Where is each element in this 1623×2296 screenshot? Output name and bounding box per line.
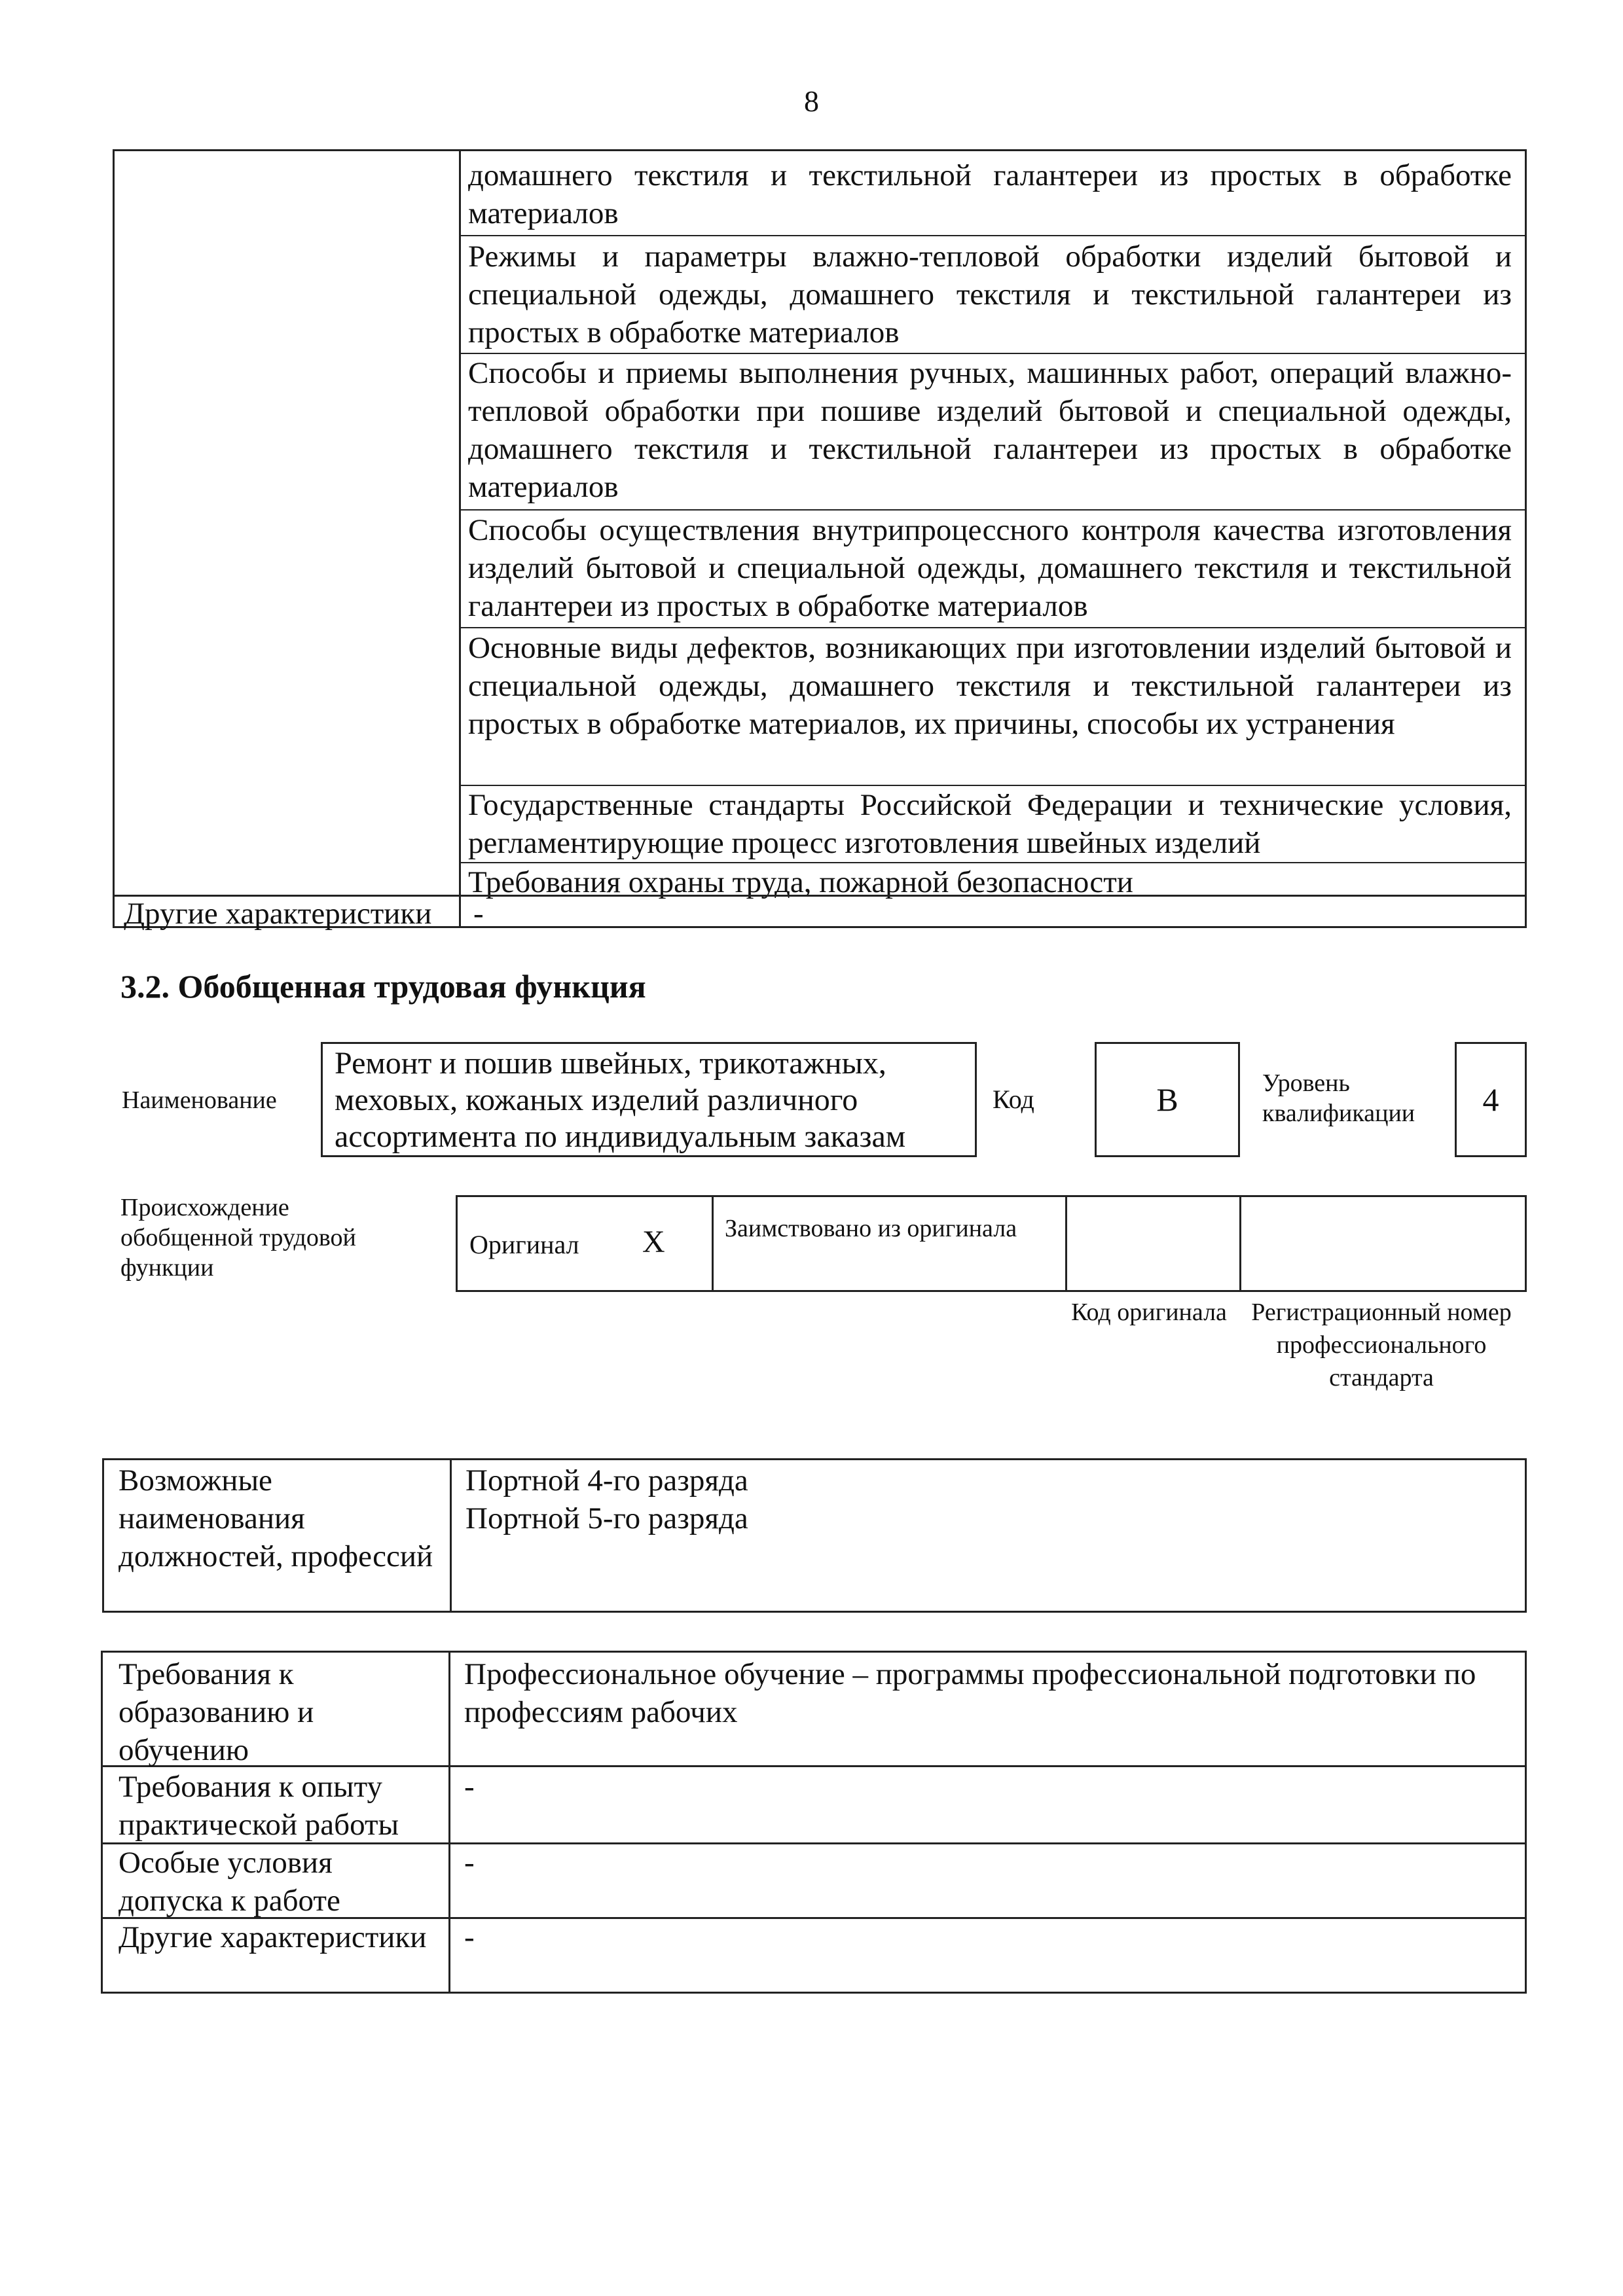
page-number: 8 xyxy=(804,84,819,118)
origin-table xyxy=(456,1195,1527,1292)
code-box xyxy=(1095,1042,1240,1157)
requirement-value: - xyxy=(464,1846,475,1880)
knowledge-row: Государственные стандарты Российской Федерации и технические условия, регламентирующие процесс изготовления швейных изделий xyxy=(468,788,1512,860)
requirement-value: - xyxy=(464,1770,475,1804)
knowledge-table xyxy=(113,149,1527,931)
knowledge-row: Требования охраны труда, пожарной безопасности xyxy=(468,865,1133,899)
function-name-value: Ремонт и пошив швейных, трикотажных, меховых, кожаных изделий различного ассортимента по индивидуальным заказам xyxy=(335,1046,906,1154)
name-label: Наименование xyxy=(122,1086,277,1114)
code-label: Код xyxy=(993,1085,1034,1114)
knowledge-row: Режимы и параметры влажно-тепловой обработки изделий бытовой и специальной одежды, домашнего текстиля и текстильной галантереи из простых в обработке материалов xyxy=(468,240,1512,350)
knowledge-row: Основные виды дефектов, возникающих при изготовлении изделий бытовой и специальной одежды, домашнего текстиля и текстильной галантереи из простых в обработке материалов, их причины, способы их устранения xyxy=(468,631,1512,741)
borrowed-label: Заимствовано из оригинала xyxy=(725,1215,1017,1242)
positions-table xyxy=(102,1458,1527,1613)
registration-number-caption: Регистрационный номер профессионального стандарта xyxy=(1251,1299,1512,1391)
qualification-level-label: Уровень квалификации xyxy=(1262,1069,1415,1127)
section-heading: 3.2. Обобщенная трудовая функция xyxy=(120,968,646,1005)
positions-label: Возможные наименования должностей, профессий xyxy=(119,1463,433,1573)
other-characteristics-value: - xyxy=(473,897,484,931)
origin-label: Происхождение обобщенной трудовой функции xyxy=(120,1194,356,1282)
requirement-value: - xyxy=(464,1920,475,1954)
requirement-label: Требования к образованию и обучению xyxy=(119,1657,314,1767)
function-name-box xyxy=(321,1042,977,1157)
code-original-caption: Код оригинала xyxy=(1071,1299,1227,1326)
other-characteristics-label: Другие характеристики xyxy=(124,897,432,931)
qualification-level-value: 4 xyxy=(1482,1081,1499,1118)
knowledge-row: домашнего текстиля и текстильной галантереи из простых в обработке материалов xyxy=(468,158,1512,230)
original-label: Оригинал xyxy=(469,1230,579,1259)
knowledge-row: Способы осуществления внутрипроцессного контроля качества изготовления изделий бытовой и специальной одежды, домашнего текстиля и текстильной галантереи из простых в обработке материалов xyxy=(468,513,1512,623)
requirement-label: Особые условия допуска к работе xyxy=(119,1846,340,1918)
original-mark: X xyxy=(642,1225,665,1259)
requirements-table xyxy=(101,1651,1527,1994)
code-value: B xyxy=(1156,1081,1178,1118)
position-item: Портной 4-го разряда xyxy=(465,1463,748,1498)
knowledge-row: Способы и приемы выполнения ручных, машинных работ, операций влажно-тепловой обработки при пошиве изделий бытовой и специальной одежды, домашнего текстиля и текстильной галантереи из простых в обработке материалов xyxy=(468,356,1512,504)
requirement-label: Требования к опыту практической работы xyxy=(119,1770,399,1842)
requirement-label: Другие характеристики xyxy=(119,1920,427,1954)
position-item: Портной 5-го разряда xyxy=(465,1501,748,1535)
requirement-value: Профессиональное обучение – программы профессиональной подготовки по профессиям рабочих xyxy=(464,1657,1476,1729)
qualification-level-box xyxy=(1455,1042,1527,1157)
